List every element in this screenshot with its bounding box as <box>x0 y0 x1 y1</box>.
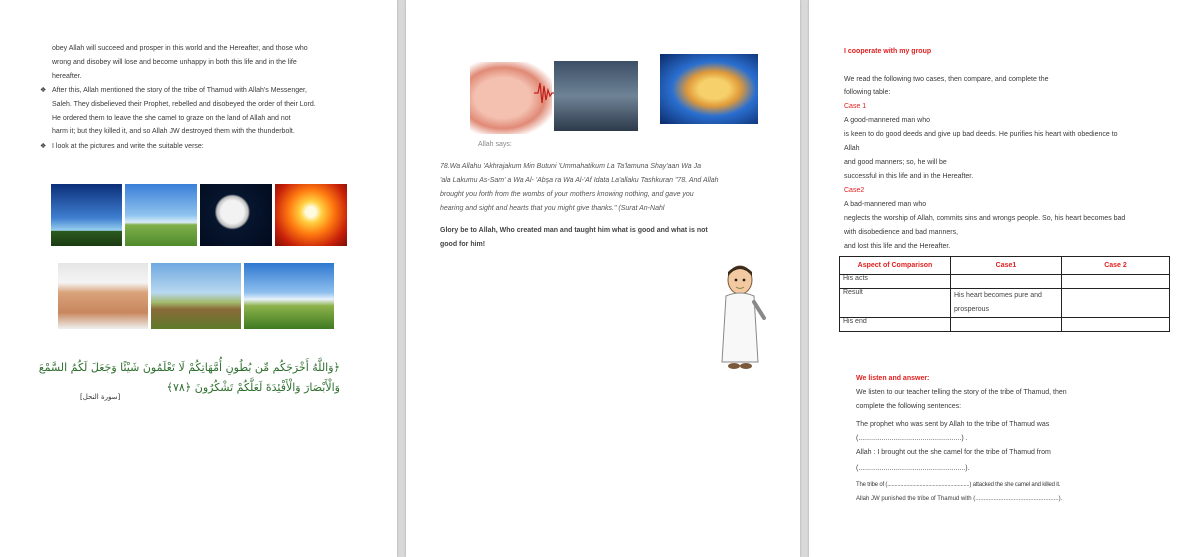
case1-label: Case 1 <box>844 103 867 110</box>
text-line: hereafter. <box>52 73 82 80</box>
document-page-1 <box>0 0 397 557</box>
table-cell: His end <box>840 318 951 332</box>
text-line: A bad-mannered man who <box>844 201 927 208</box>
question-text: The tribe of (........................................................) attacked the she camel and killed it. <box>856 482 1061 488</box>
text-line: We listen to our teacher telling the story of the tribe of Thamud, then <box>856 389 1067 396</box>
section-title: I cooperate with my group <box>844 48 932 55</box>
question-text: Allah JW punished the tribe of Thamud with (..................................................). <box>856 496 1063 502</box>
document-page-2 <box>406 0 800 557</box>
text-line: complete the following sentences: <box>856 403 962 410</box>
table-row <box>840 289 1170 318</box>
moon-picture <box>200 184 272 246</box>
green-field-picture <box>244 263 334 329</box>
night-sky-tree-picture <box>51 184 122 246</box>
table-header-row <box>840 257 1170 275</box>
instruction-text: I look at the pictures and write the suitable verse: <box>52 143 204 150</box>
surah-reference: [سورة النحل] <box>80 393 121 401</box>
document-page-3 <box>809 0 1200 557</box>
text-line: A good-mannered man who <box>844 117 930 124</box>
table-header: Case1 <box>951 257 1062 275</box>
table-cell <box>951 275 1062 289</box>
transliteration-line: hearing and sight and hearts that you might give thanks." (Surat An-Nahl <box>440 205 665 212</box>
clouds-landscape-picture <box>125 184 197 246</box>
diamond-bullet-icon: ❖ <box>40 87 47 94</box>
table-row <box>840 318 1170 332</box>
table-cell: His acts <box>840 275 951 289</box>
text-line: neglects the worship of Allah, commits sins and wrongs people. So, his heart becomes bad <box>844 215 1126 222</box>
transliteration-line: 'ala Lakumu As-Sam' a Wa Al- 'Abşa ra Wa Al-'Af Idata La'allaku Tashkuran "78. And Allah <box>440 177 719 184</box>
plowed-field-picture <box>151 263 241 329</box>
comparison-table <box>839 256 1170 332</box>
table-cell <box>1062 275 1170 289</box>
answer-blank: (.....................................................) . <box>856 435 968 442</box>
table-cell: Result <box>840 289 951 318</box>
text-line: He ordered them to leave the she camel to graze on the land of Allah and not <box>52 115 291 122</box>
question-text: The prophet who was sent by Allah to the tribe of Thamud was <box>856 421 1050 428</box>
table-cell: His heart becomes pure and prosperous <box>951 289 1062 318</box>
table-cell <box>951 318 1062 332</box>
arabic-verse-line: ﴿وَاللَّهُ أَخْرَجَكُم مِّن بُطُونِ أُمَّهَاتِكُمْ لَا تَعْلَمُونَ شَيْئًا وَجَعَلَ لَكُمُ السَّمْعَ <box>38 361 340 374</box>
case2-label: Case2 <box>844 187 865 194</box>
sun-picture <box>275 184 347 246</box>
text-line: After this, Allah mentioned the story of the tribe of Thamud with Allah's Messenger, <box>52 87 307 94</box>
smiling-boy-picture <box>58 263 148 329</box>
text-line: Saleh. They disbelieved their Prophet, rebelled and disobeyed the order of their Lord. <box>52 101 316 108</box>
table-row <box>840 275 1170 289</box>
table-cell <box>1062 318 1170 332</box>
glory-text: Glory be to Allah, Who created man and taught him what is good and what is not <box>440 227 708 234</box>
text-line: and lost this life and the Hereafter. <box>844 243 951 250</box>
text-line: obey Allah will succeed and prosper in this world and the Hereafter, and those who <box>52 45 308 52</box>
boy-character-illustration <box>716 262 772 372</box>
text-line: Allah <box>844 145 860 152</box>
table-cell <box>1062 289 1170 318</box>
allah-says-label: Allah says: <box>478 141 512 148</box>
brain-picture <box>660 54 758 124</box>
glory-text: good for him! <box>440 241 486 248</box>
question-text: Allah : I brought out the she camel for the tribe of Thamud from <box>856 449 1051 456</box>
text-line: We read the following two cases, then compare, and complete the <box>844 76 1049 83</box>
text-line: is keen to do good deeds and give up bad deeds. He purifies his heart with obedience to <box>844 131 1118 138</box>
table-header: Aspect of Comparison <box>840 257 951 275</box>
arabic-verse-line: وَالْأَبْصَارَ وَالْأَفْئِدَةَ لَعَلَّكُمْ تَشْكُرُونَ ﴿٧٨﴾ <box>166 381 340 394</box>
text-line: harm it; but they killed it, and so Allah JW destroyed them with the thunderbolt. <box>52 128 295 135</box>
text-line: successful in this life and in the Hereafter. <box>844 173 974 180</box>
table-header: Case 2 <box>1062 257 1170 275</box>
arabic-verse <box>38 358 340 398</box>
diamond-bullet-icon: ❖ <box>40 143 47 150</box>
text-line: following table: <box>844 89 891 96</box>
text-line: wrong and disobey will lose and become unhappy in both this life and in the life <box>52 59 297 66</box>
text-line: and good manners; so, he will be <box>844 159 947 166</box>
transliteration-line: brought you forth from the wombs of your mothers knowing nothing, and gave you <box>440 191 694 198</box>
boy-listening-picture <box>554 61 638 131</box>
listen-section-title: We listen and answer: <box>856 375 930 382</box>
answer-blank: (.......................................................). <box>856 465 970 472</box>
text-line: with disobedience and bad manners, <box>844 229 959 236</box>
transliteration-line: 78.Wa Allahu 'Akhrajakum Min Butuni 'Ummahatikum La Ta'lamuna Shay'aan Wa Ja <box>440 163 701 170</box>
